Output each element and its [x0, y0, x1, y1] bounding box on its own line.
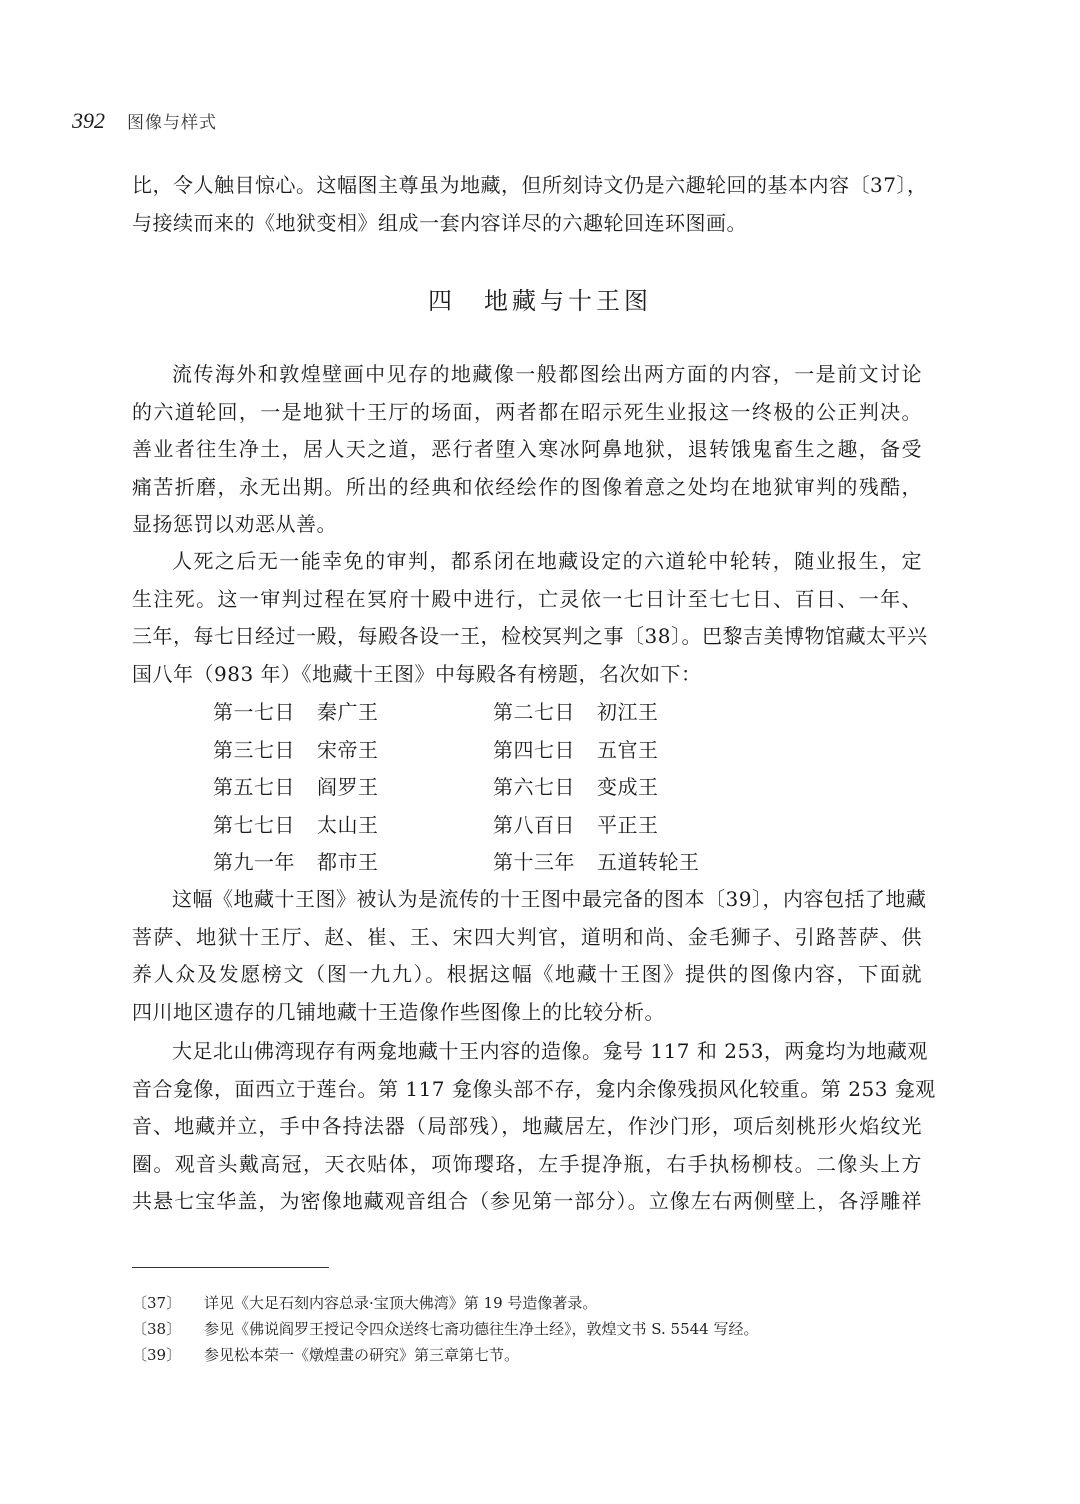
footnote-text: 详见《大足石刻内容总录·宝顶大佛湾》第 19 号造像著录。	[204, 1294, 598, 1312]
king-name: 五道转轮王	[597, 850, 700, 874]
footnotes	[132, 1290, 922, 1368]
section-heading: 四 地藏与十王图	[428, 287, 652, 315]
king-entry	[493, 844, 773, 882]
paragraph-line: 四川地区遗存的几铺地藏十王造像作些图像上的比较分析。	[132, 999, 665, 1024]
paragraph-line: 流传海外和敦煌壁画中见存的地藏像一般都图绘出两方面的内容，一是前文讨论	[172, 362, 922, 386]
king-entry	[213, 844, 493, 882]
king-name: 秦广王	[317, 700, 379, 724]
page-number: 392	[72, 108, 105, 133]
paragraph-line: 这幅《地藏十王图》被认为是流传的十王图中最完备的图本〔39〕，内容包括了地藏	[172, 887, 927, 911]
king-name: 平正王	[597, 812, 659, 837]
king-day: 第九一年	[213, 850, 295, 874]
paragraph-2	[132, 543, 928, 693]
king-entry	[213, 694, 493, 732]
footnote-marker: 〔38〕	[132, 1320, 182, 1338]
king-name: 阎罗王	[317, 775, 379, 799]
king-name: 初江王	[597, 700, 659, 724]
king-entry	[213, 807, 493, 845]
king-name: 都市王	[317, 850, 379, 874]
paragraph-line: 共悬七宝华盖，为密像地藏观音组合（参见第一部分）。立像左右两侧壁上，各浮雕祥	[132, 1189, 922, 1213]
king-name: 五官王	[597, 737, 659, 762]
paragraph-line: 善业者往生净土，居人天之道，恶行者堕入寒冰阿鼻地狱，退转饿鬼畜生之趣，备受	[132, 437, 922, 461]
king-row	[213, 807, 773, 845]
king-entry	[213, 769, 493, 807]
paragraph-line: 三年，每七日经过一殿，每殿各设一王，检校冥判之事〔38〕。巴黎吉美博物馆藏太平兴	[132, 624, 928, 648]
paragraph-line: 人死之后无一能幸免的审判，都系闭在地藏设定的六道轮中轮转，随业报生，定	[172, 549, 922, 573]
paragraph-line: 圈。观音头戴高冠，天衣贴体，项饰璎珞，左手提净瓶，右手执杨柳枝。二像头上方	[132, 1151, 922, 1176]
footnote-text: 参见《佛说阎罗王授记令四众送终七斋功德往生净土经》，敦煌文书 S. 5544 写经。	[204, 1320, 759, 1338]
ten-kings-list	[213, 694, 773, 882]
paragraph-line: 与接续而来的《地狱变相》组成一套内容详尽的六趣轮回连环图画。	[132, 210, 747, 235]
king-row	[213, 844, 773, 882]
king-entry	[213, 732, 493, 770]
king-name: 宋帝王	[317, 737, 379, 762]
king-day: 第八百日	[493, 812, 575, 837]
footnote-text: 参见松本荣一《燉煌畫の研究》第三章第七节。	[204, 1346, 520, 1364]
paragraph-line: 国八年（983 年）《地藏十王图》中每殿各有榜题，名次如下：	[132, 661, 702, 686]
page-header	[72, 108, 217, 138]
king-row	[213, 732, 773, 770]
paragraph-line: 养人众及发愿榜文（图一九九）。根据这幅《地藏十王图》提供的图像内容，下面就	[132, 962, 922, 986]
footnote	[132, 1290, 922, 1316]
footnote-marker: 〔37〕	[132, 1294, 182, 1312]
paragraph-line: 痛苦折磨，永无出期。所出的经典和依经绘作的图像着意之处均在地狱审判的残酷，	[132, 474, 922, 499]
paragraph-line: 显扬惩罚以劝恶从善。	[132, 512, 337, 536]
paragraph-line: 大足北山佛湾现存有两龛地藏十王内容的造像。龛号 117 和 253，两龛均为地藏观	[172, 1039, 928, 1063]
paragraph-line: 的六道轮回，一是地狱十王厅的场面，两者都在昭示死生业报这一终极的公正判决。	[132, 399, 922, 424]
footnote-marker: 〔39〕	[132, 1346, 182, 1364]
paragraph-line: 比，令人触目惊心。这幅图主尊虽为地藏，但所刻诗文仍是六趣轮回的基本内容〔37〕，	[132, 173, 928, 197]
footnote	[132, 1316, 922, 1342]
king-day: 第十三年	[493, 850, 575, 874]
king-day: 第七七日	[213, 812, 295, 837]
king-row	[213, 694, 773, 732]
king-day: 第一七日	[213, 700, 295, 724]
king-day: 第四七日	[493, 737, 575, 762]
continued-paragraph	[132, 167, 928, 242]
king-day: 第二七日	[493, 700, 575, 724]
king-name: 太山王	[317, 812, 379, 837]
paragraph-3	[132, 881, 927, 1031]
paragraph-line: 音合龛像，面西立于莲台。第 117 龛像头部不存，龛内余像残损风化较重。第 253 龛观	[132, 1076, 936, 1101]
footnote-divider	[132, 1267, 329, 1268]
paragraph-line: 生注死。这一审判过程在冥府十殿中进行，亡灵依一七日计至七七日、百日、一年、	[132, 586, 922, 611]
paragraph-4	[132, 1033, 936, 1221]
running-head: 图像与样式	[127, 113, 217, 133]
paragraph-1	[132, 356, 922, 544]
king-entry	[493, 807, 773, 845]
paragraph-line: 菩萨、地狱十王厅、赵、崔、王、宋四大判官，道明和尚、金毛狮子、引路菩萨、供	[132, 924, 922, 949]
paragraph-line: 音、地藏并立，手中各持法器（局部残），地藏居左，作沙门形，项后刻桃形火焰纹光	[132, 1114, 922, 1138]
king-entry	[493, 694, 773, 732]
king-name: 变成王	[597, 775, 659, 799]
king-day: 第三七日	[213, 737, 295, 762]
king-entry	[493, 732, 773, 770]
footnote	[132, 1342, 922, 1368]
king-day: 第六七日	[493, 775, 575, 799]
king-day: 第五七日	[213, 775, 295, 799]
king-row	[213, 769, 773, 807]
king-entry	[493, 769, 773, 807]
